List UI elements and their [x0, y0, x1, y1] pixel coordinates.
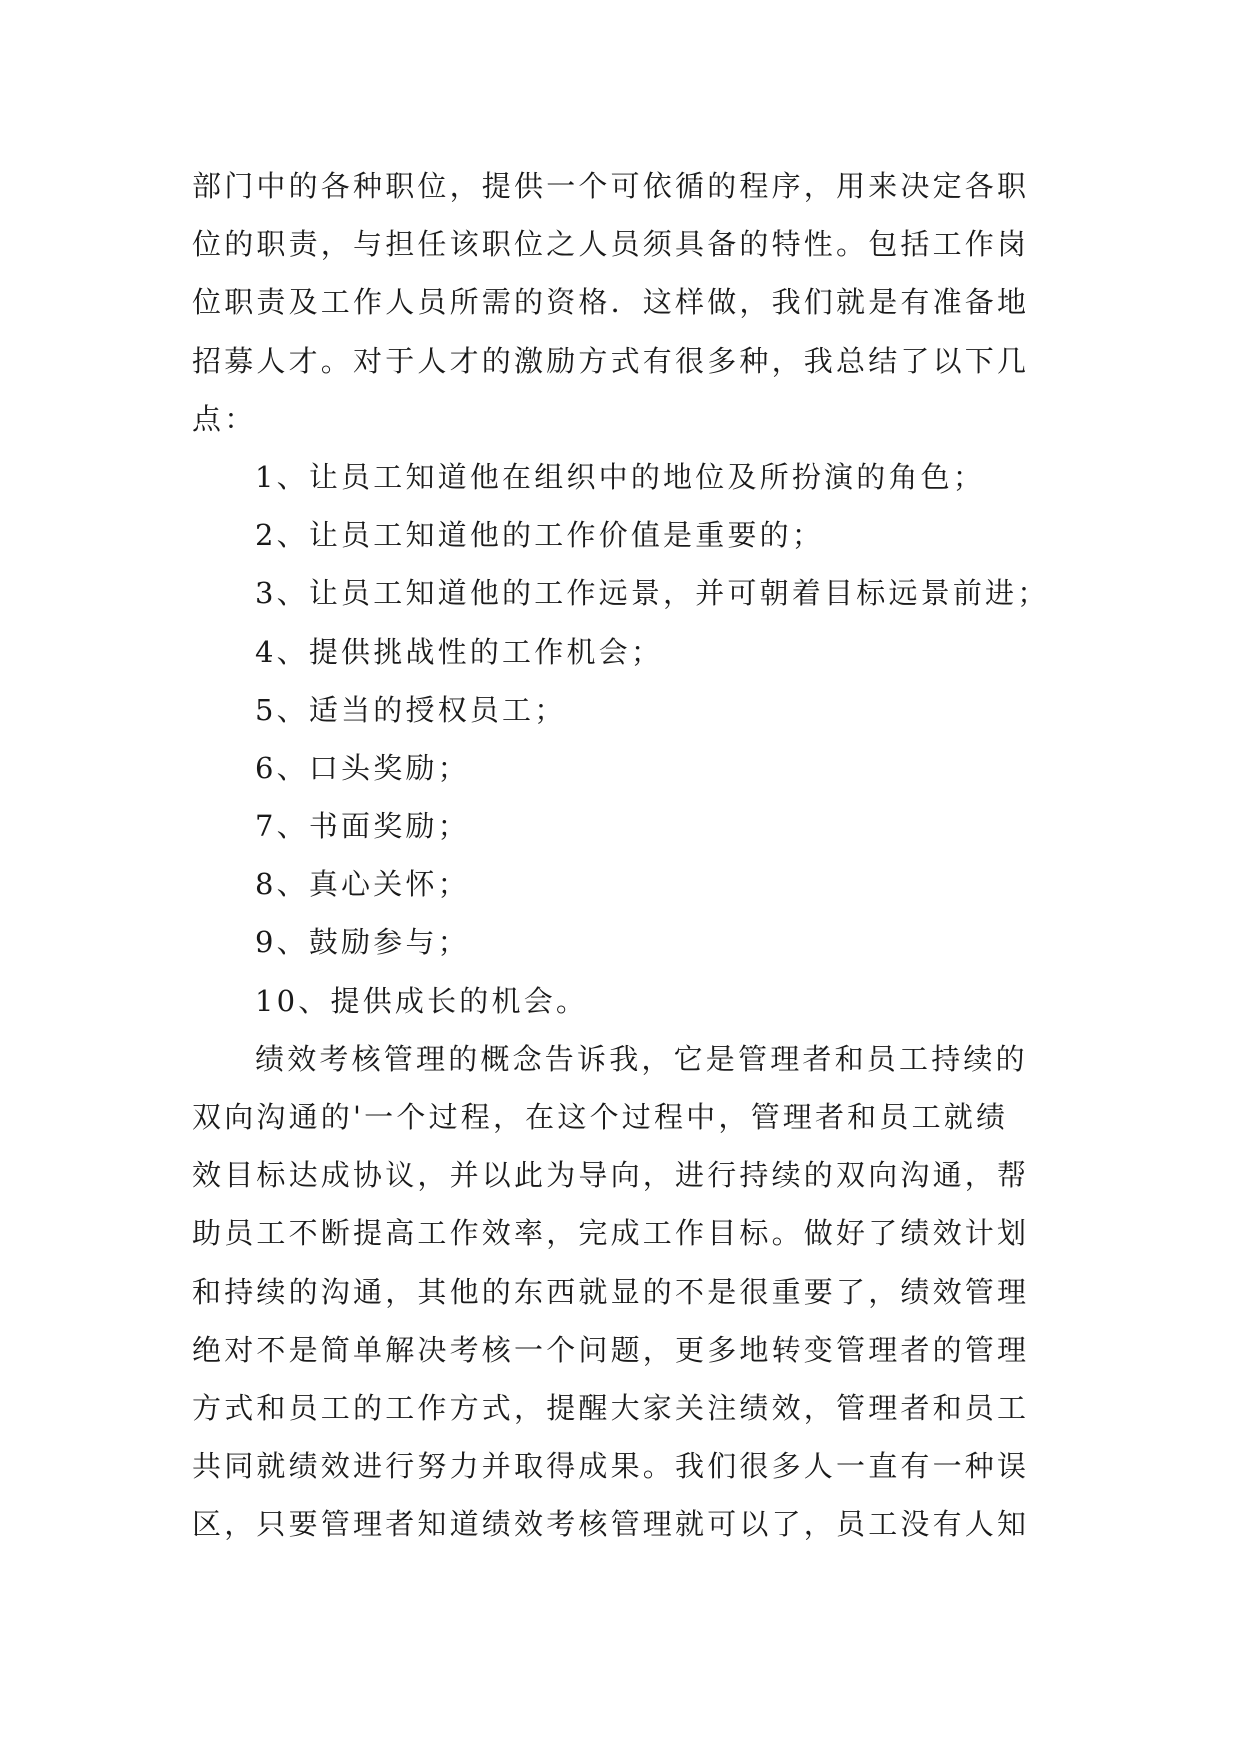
text-line: 点： — [192, 401, 257, 436]
list-item: 5、适当的授权员工； — [255, 692, 567, 727]
paragraph-performance — [192, 1030, 1062, 1554]
list-item: 9、鼓励参与； — [255, 925, 470, 960]
incentive-list — [192, 448, 1062, 1030]
list-item: 7、书面奖励； — [255, 809, 470, 844]
text-line: 招募人才。对于人才的激励方式有很多种，我总结了以下几 — [192, 343, 1030, 378]
list-item: 10、提供成长的机会。 — [255, 983, 589, 1018]
list-item: 2、让员工知道他的工作价值是重要的； — [255, 518, 825, 553]
text-line: 位职责及工作人员所需的资格．这样做，我们就是有准备地 — [192, 285, 1030, 320]
list-item: 6、口头奖励； — [255, 750, 470, 785]
text-line: 位的职责，与担任该职位之人员须具备的特性。包括工作岗 — [192, 227, 1030, 262]
list-item: 1、让员工知道他在组织中的地位及所扮演的角色； — [255, 459, 986, 494]
text-line: 方式和员工的工作方式，提醒大家关注绩效，管理者和员工 — [192, 1390, 1030, 1425]
list-item: 3、让员工知道他的工作远景，并可朝着目标远景前进； — [255, 576, 1050, 611]
text-line: 绝对不是简单解决考核一个问题，更多地转变管理者的管理 — [192, 1332, 1030, 1367]
list-item: 4、提供挑战性的工作机会； — [255, 634, 664, 669]
text-line: 共同就绩效进行努力并取得成果。我们很多人一直有一种误 — [192, 1449, 1030, 1484]
text-line: 助员工不断提高工作效率，完成工作目标。做好了绩效计划 — [192, 1216, 1030, 1251]
text-line: 区，只要管理者知道绩效考核管理就可以了，员工没有人知 — [192, 1507, 1030, 1542]
text-line: 和持续的沟通，其他的东西就显的不是很重要了，绩效管理 — [192, 1274, 1030, 1309]
document-body — [192, 157, 1062, 1554]
text-line: 部门中的各种职位，提供一个可依循的程序，用来决定各职 — [192, 169, 1030, 203]
list-item: 8、真心关怀； — [255, 867, 470, 902]
paragraph-recruitment — [192, 157, 1062, 448]
text-line: 双向沟通的'一个过程，在这个过程中，管理者和员工就绩 — [192, 1100, 1009, 1134]
text-line: 绩效考核管理的概念告诉我，它是管理者和员工持续的 — [255, 1041, 1028, 1076]
text-line: 效目标达成协议，并以此为导向，进行持续的双向沟通，帮 — [192, 1158, 1030, 1193]
